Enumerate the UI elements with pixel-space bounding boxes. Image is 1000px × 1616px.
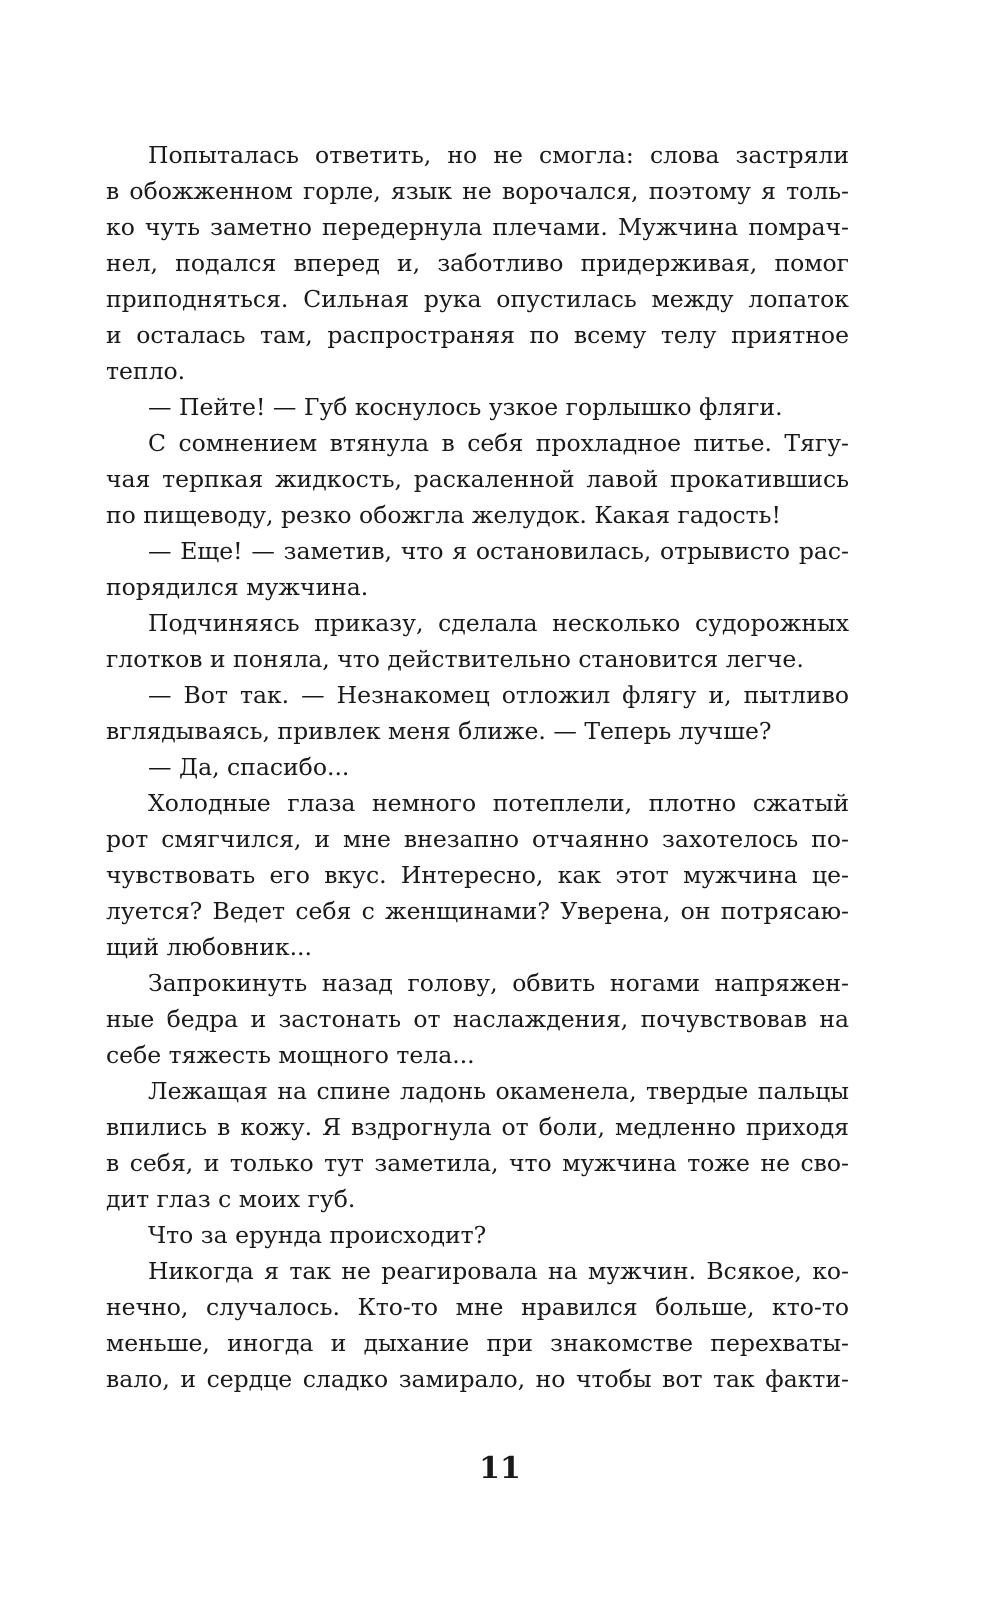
text-line: Лежащая на спине ладонь окаменела, твердые пальцы [148,1077,849,1105]
text-line: — Пейте! — Губ коснулось узкое горлышко фляги. [148,393,783,421]
body-text [106,137,849,1397]
text-line: нел, подался вперед и, заботливо придерживая, помог [106,249,849,277]
text-line: нечно, случалось. Кто-то мне нравился больше, кто-то [106,1293,849,1321]
text-line: себе тяжесть мощного тела... [106,1041,475,1069]
text-line: луется? Ведет себя с женщинами? Уверена, он потрясаю- [106,897,849,925]
text-line: щий любовник... [106,933,312,961]
text-line: в себя, и только тут заметила, что мужчина тоже не сво- [106,1149,849,1177]
text-line: дит глаз с моих губ. [106,1185,356,1213]
text-line: рот смягчился, и мне внезапно отчаянно захотелось по- [106,825,849,853]
text-line: Подчиняясь приказу, сделала несколько судорожных [148,609,849,637]
text-line: по пищеводу, резко обожгла желудок. Какая гадость! [106,501,781,529]
text-line: приподняться. Сильная рука опустилась между лопаток [106,285,849,313]
text-line: в обожженном горле, язык не ворочался, поэтому я толь- [106,177,849,205]
text-line: Что за ерунда происходит? [148,1221,487,1249]
text-line: впились в кожу. Я вздрогнула от боли, медленно приходя [106,1113,849,1141]
text-line: вглядываясь, привлек меня ближе. — Теперь лучше? [106,717,772,745]
text-line: тепло. [106,357,186,385]
text-line: — Еще! — заметив, что я остановилась, отрывисто рас- [148,537,849,565]
text-line: Попыталась ответить, но не смогла: слова застряли [148,141,849,169]
page-number: 11 [479,1451,521,1486]
text-line: и осталась там, распространяя по всему телу приятное [106,321,849,349]
text-line: чая терпкая жидкость, раскаленной лавой прокатившись [106,465,849,493]
text-line: Никогда я так не реагировала на мужчин. Всякое, ко- [148,1257,849,1285]
text-line: — Вот так. — Незнакомец отложил флягу и, пытливо [148,681,849,709]
text-line: ко чуть заметно передернула плечами. Мужчина помрач- [106,213,849,241]
text-line: порядился мужчина. [106,573,369,601]
text-line: чувствовать его вкус. Интересно, как этот мужчина це- [106,861,849,889]
text-line: С сомнением втянула в себя прохладное питье. Тягу- [148,429,849,457]
text-line: — Да, спасибо... [148,753,350,781]
text-line: меньше, иногда и дыхание при знакомстве перехваты- [106,1329,849,1357]
text-line: ные бедра и застонать от наслаждения, почувствовав на [106,1005,849,1033]
text-line: глотков и поняла, что действительно становится легче. [106,645,804,673]
text-line: вало, и сердце сладко замирало, но чтобы вот так факти- [106,1365,849,1393]
text-line: Запрокинуть назад голову, обвить ногами напряжен- [148,969,849,997]
text-line: Холодные глаза немного потеплели, плотно сжатый [148,789,849,817]
